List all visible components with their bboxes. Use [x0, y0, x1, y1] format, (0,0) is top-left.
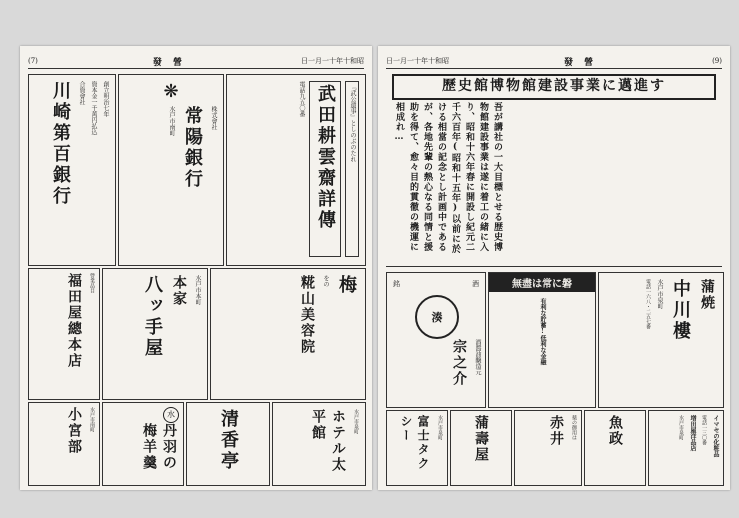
kabuju-name: 蒲壽屋	[473, 415, 489, 463]
hachi-prefix: 本家	[171, 275, 187, 307]
brewery-role: 酒醬油醸造元	[474, 339, 481, 375]
takeda-title: 武田耕雲齋詳傳	[309, 81, 341, 257]
kabayaki-name: 中川樓	[670, 279, 691, 342]
left-page-number: (7)	[28, 57, 38, 65]
ad-hotel-taihei	[272, 402, 366, 486]
joyo-name: 常陽銀行	[182, 106, 203, 190]
right-page	[378, 46, 730, 490]
right-page-title: 發 營	[563, 57, 598, 68]
shop-south-city: 水戸市南町	[89, 407, 95, 432]
akai-sub: 薬の御用は	[571, 415, 577, 440]
joyo-logo-icon: ❋	[163, 81, 179, 102]
ad-mujin	[488, 272, 596, 408]
kabayaki-phone: 電話一六八・二五七番	[645, 279, 651, 329]
right-page-date: 日一月一十年十和昭	[386, 57, 449, 65]
right-page-number: (9)	[712, 57, 722, 65]
ad-uomasa	[584, 410, 646, 486]
article-banner: 歷史館博物館建設事業に邁進す	[392, 74, 716, 100]
left-page-date: 日一月一十年十和昭	[301, 57, 364, 65]
mujin-title: 無盡は常に磐	[489, 273, 595, 292]
article-body	[392, 102, 716, 260]
brewery-stamp-icon: 湊	[415, 295, 459, 339]
ad-takeda-book	[226, 74, 366, 266]
fukuda-label: 營業品目	[89, 273, 95, 293]
ad-brewery	[386, 272, 486, 408]
masuda-name: 増田屋洋品店	[689, 415, 696, 451]
brewery-label: 酒	[472, 280, 479, 288]
uomasa-name: 魚政	[607, 415, 623, 447]
divider	[386, 266, 722, 267]
kabayaki-city: 水戸市泉町	[656, 279, 663, 309]
article-text: 吾が講社の一大目標とせる歴史博物館建設事業は遂に着工の緒に入り、昭和十六年春に開設し紀元二千六百年(昭和十五年)以前に於ける相當の記念とし計画中であるが、各地先輩の熱心なる同情と援助を得て、愈々目的貫徹の機運に相成れ…	[394, 102, 502, 254]
hachi-city: 水戸市本町	[194, 275, 201, 305]
taxi-city: 水戸市泉町	[437, 415, 443, 440]
umemiyo-mark-icon: 水	[163, 407, 179, 423]
ad-joyo-bank	[118, 74, 224, 266]
fukuda-name: 福田屋總本店	[66, 273, 82, 369]
left-page	[20, 46, 372, 490]
akai-name: 赤井	[548, 415, 564, 447]
ad-akai	[514, 410, 582, 486]
ad-imase	[648, 410, 724, 486]
takeda-subtitle: 『武公遺事』としのぶのたれ	[345, 81, 359, 257]
seikatei-name: 清香亭	[218, 409, 239, 472]
ume-sub: をの	[322, 275, 329, 287]
ume-shop: 糀山美容院	[299, 275, 315, 355]
masuda-city: 水戸市泉町	[678, 415, 684, 440]
ad-kabayaki	[598, 272, 724, 408]
ad-ume	[210, 268, 366, 400]
ad-kawasaki-bank	[28, 74, 116, 266]
imase-name: イマセの化粧品	[712, 415, 719, 457]
taxi-name: 富士タクシー	[399, 415, 430, 471]
kawasaki-capital: 資本金一千萬円払込	[90, 81, 97, 135]
left-page-header	[28, 54, 364, 69]
hotel-city: 水戸市泉町	[353, 409, 359, 434]
ad-fukuda	[28, 268, 100, 400]
kabayaki-title: 蒲焼	[699, 279, 715, 311]
shop-south-name: 小宮部	[66, 407, 82, 455]
joyo-city: 水戸市南町	[168, 106, 175, 136]
right-page-header	[386, 54, 722, 69]
hachi-name: 八ッ手屋	[142, 275, 163, 359]
kawasaki-founded: 創立明治七年	[102, 81, 109, 117]
imase-phone: 電話一三〇番	[701, 415, 707, 445]
kawasaki-name: 川崎第百銀行	[50, 81, 71, 207]
brewery-name: 宗之介	[451, 339, 467, 387]
ume-header: 梅	[336, 275, 357, 296]
ad-shop-south	[28, 402, 100, 486]
ad-umemiyo	[102, 402, 184, 486]
joyo-company-type: 株式會社	[210, 106, 217, 130]
ad-hachitsuteya	[102, 268, 208, 400]
takeda-phone: 電話九五〇番	[298, 81, 305, 117]
mujin-sub: 有利な貯蓄!低利な金融	[539, 298, 546, 365]
hotel-name: ホテル太平館	[310, 409, 346, 473]
brewery-sub: 銘	[393, 280, 400, 288]
ad-seikatei	[186, 402, 270, 486]
umemiyo-name: 丹羽の梅羊羹	[141, 423, 177, 471]
ad-kabuju	[450, 410, 512, 486]
kawasaki-company-type: 合資會社	[78, 81, 85, 105]
left-page-title: 發 營	[152, 57, 187, 68]
ad-taxi	[386, 410, 448, 486]
